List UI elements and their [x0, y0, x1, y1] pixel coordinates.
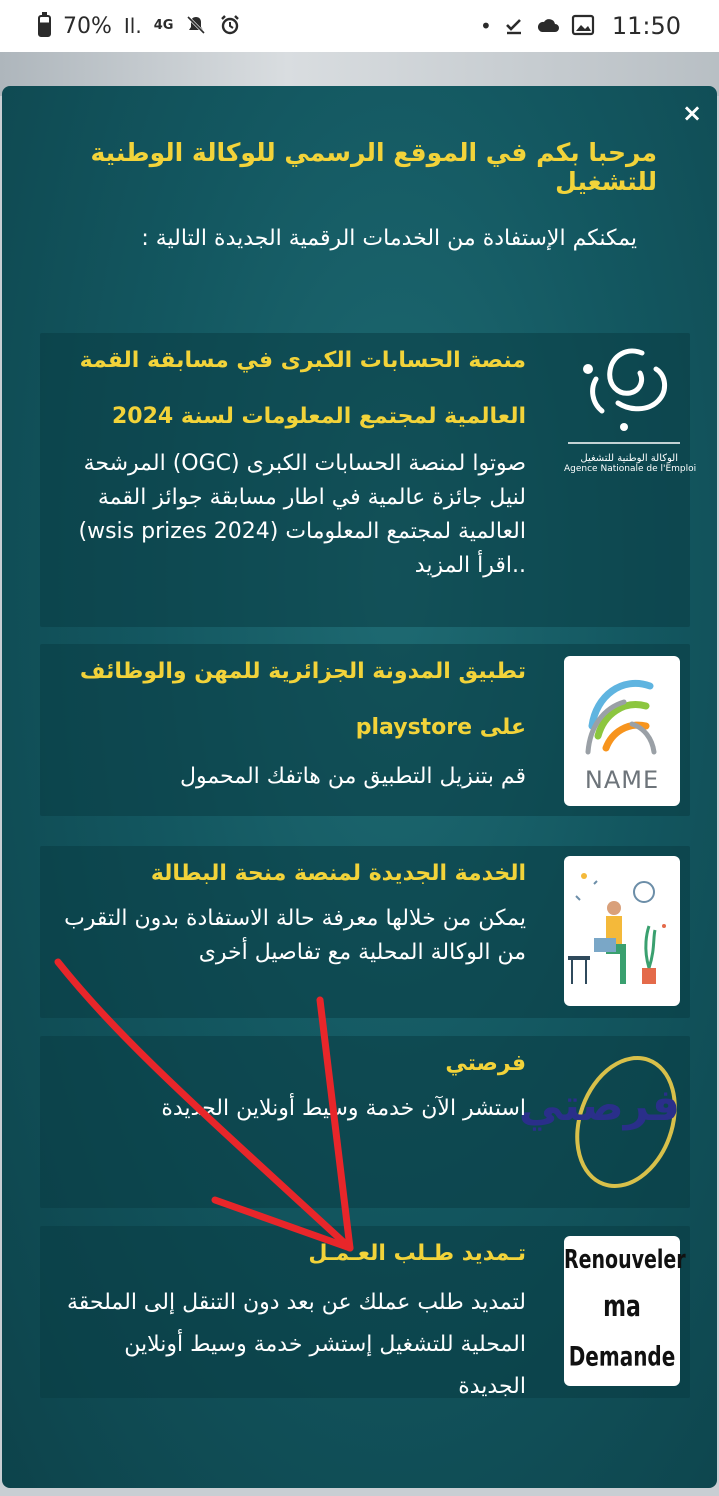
clock: 11:50	[611, 12, 681, 40]
forsati-logo	[518, 1042, 680, 1202]
battery-icon	[38, 15, 51, 37]
card-unemployment-grant[interactable]	[40, 846, 690, 1018]
card-text	[50, 333, 526, 583]
card-name-app[interactable]	[40, 644, 690, 816]
card-forsati[interactable]	[40, 1036, 690, 1208]
unemployment-illustration	[564, 856, 680, 1006]
card-text	[50, 846, 526, 970]
image-icon	[572, 15, 594, 38]
modal-subtitle: يمكنكم الإستفادة من الخدمات الرقمية الجديدة التالية :	[141, 226, 637, 251]
card-description: يمكن من خلالها معرفة حالة الاستفادة بدون التقرب من الوكالة المحلية مع تفاصيل أخرى	[64, 906, 526, 965]
card-description: لتمديد طلب عملك عن بعد دون التنقل إلى الملحقة المحلية للتشغيل إستشر خدمة وسيط أونلاين الجديدة	[66, 1290, 526, 1399]
name-app-logo	[564, 656, 680, 806]
card-description: قم بتنزيل التطبيق من هاتفك المحمول	[179, 764, 526, 789]
name-logo-text: NAME	[584, 766, 660, 794]
status-bar-left	[38, 14, 241, 39]
card-text	[50, 644, 526, 794]
anem-logo-text-fr: Agence Nationale de l'Emploi	[564, 464, 697, 474]
cloud-icon	[536, 16, 560, 37]
close-icon[interactable]: ×	[681, 99, 703, 127]
card-title[interactable]: تـمديد طـلب العـمـل	[308, 1241, 526, 1266]
card-text	[50, 1036, 526, 1126]
anem-logo-text-ar: الوكالة الوطنية للتشغيل	[580, 453, 678, 464]
close-button[interactable]	[679, 100, 705, 126]
renew-logo-line1: Renouveler	[564, 1245, 686, 1275]
renew-logo-text	[564, 1236, 686, 1380]
status-bar-right	[480, 12, 681, 40]
battery-level: 70%	[63, 13, 112, 39]
mute-icon	[185, 14, 207, 39]
card-description: صوتوا لمنصة الحسابات الكبرى (OGC) المرشحة لنيل جائزة عالمية في اطار مسابقة جوائز القمة العالمية لمجتمع المعلومات (wsis prizes 2024) ..اقرأ المزيد	[78, 451, 526, 578]
card-renew-application[interactable]	[40, 1226, 690, 1398]
card-title[interactable]: تطبيق المدونة الجزائرية للمهن والوظائف على playstore	[79, 659, 526, 740]
card-ogc-platform[interactable]	[40, 333, 697, 627]
forsati-logo-text: فرصتي	[518, 1080, 680, 1131]
card-description: استشر الآن خدمة وسيط أونلاين الجديدة	[161, 1096, 526, 1121]
alarm-icon	[219, 14, 241, 39]
status-bar	[0, 0, 719, 52]
renew-logo-line3: Demande	[568, 1339, 676, 1373]
card-title[interactable]: منصة الحسابات الكبرى في مسابقة القمة العالمية لمجتمع المعلومات لسنة 2024	[79, 348, 526, 429]
signal-icon: Il.	[123, 14, 142, 38]
download-done-icon	[504, 15, 524, 38]
dot-icon: •	[480, 14, 492, 38]
modal-title: مرحبا بكم في الموقع الرسمي للوكالة الوطنية للتشغيل	[90, 138, 657, 196]
welcome-modal	[2, 86, 717, 1488]
renew-logo-line2: ma	[603, 1290, 641, 1325]
network-type-icon: 4G	[153, 18, 174, 33]
card-title[interactable]: الخدمة الجديدة لمنصة منحة البطالة	[150, 861, 526, 886]
card-text	[50, 1226, 526, 1408]
anem-logo	[564, 339, 697, 499]
card-title[interactable]: فرصتي	[445, 1051, 526, 1076]
renew-logo	[564, 1236, 686, 1386]
